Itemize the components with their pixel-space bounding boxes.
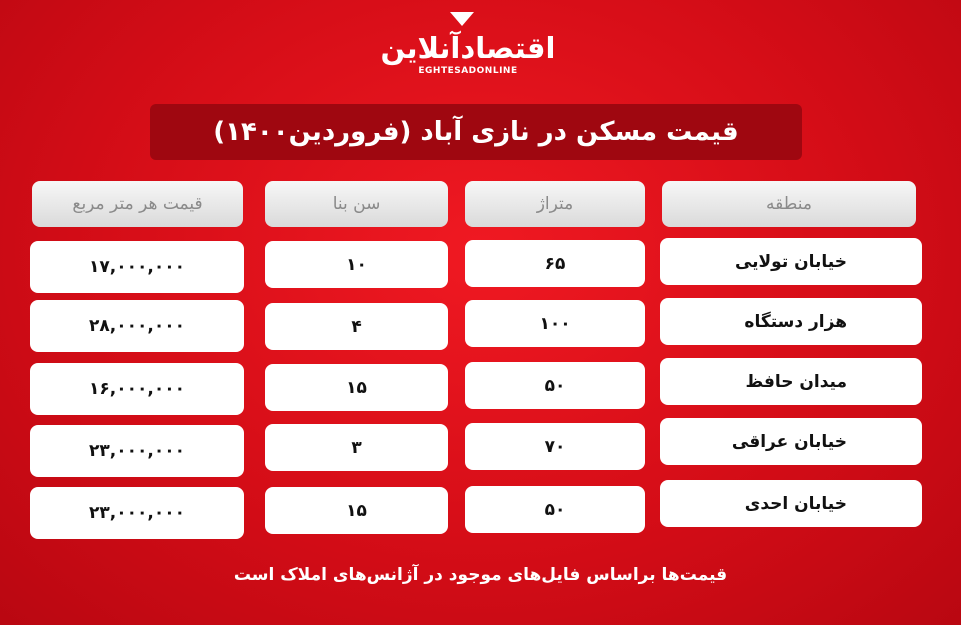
row-5-price: ۲۳,۰۰۰,۰۰۰ <box>30 487 244 539</box>
logo-english-text: EGHTESADONLINE <box>418 66 518 76</box>
header-area: متراژ <box>465 181 645 227</box>
header-region: منطقه <box>662 181 916 227</box>
row-3-region: میدان حافظ <box>660 358 922 405</box>
page-title: قیمت مسکن در نازی آباد (فروردین۱۴۰۰) <box>213 117 739 147</box>
logo-triangle-icon <box>450 12 474 26</box>
row-3-age: ۱۵ <box>265 364 448 411</box>
row-2-region: هزار دستگاه <box>660 298 922 345</box>
header-price: قیمت هر متر مربع <box>32 181 243 227</box>
row-2-age: ۴ <box>265 303 448 350</box>
row-1-price: ۱۷,۰۰۰,۰۰۰ <box>30 241 244 293</box>
row-3-price: ۱۶,۰۰۰,۰۰۰ <box>30 363 244 415</box>
row-1-area: ۶۵ <box>465 240 645 287</box>
row-4-region: خیابان عراقی <box>660 418 922 465</box>
row-4-price: ۲۳,۰۰۰,۰۰۰ <box>30 425 244 477</box>
row-1-age: ۱۰ <box>265 241 448 288</box>
row-1-region: خیابان تولایی <box>660 238 922 285</box>
logo-persian-text: اقتصادآنلاین <box>380 31 556 65</box>
title-banner <box>150 104 802 160</box>
row-2-price: ۲۸,۰۰۰,۰۰۰ <box>30 300 244 352</box>
row-5-area: ۵۰ <box>465 486 645 533</box>
row-5-age: ۱۵ <box>265 487 448 534</box>
row-4-area: ۷۰ <box>465 423 645 470</box>
row-3-area: ۵۰ <box>465 362 645 409</box>
row-2-area: ۱۰۰ <box>465 300 645 347</box>
footer-note: قیمت‌ها براساس فایل‌های موجود در آژانس‌های املاک است <box>233 565 728 585</box>
row-5-region: خیابان احدی <box>660 480 922 527</box>
brand-logo <box>378 14 558 78</box>
header-age: سن بنا <box>265 181 448 227</box>
row-4-age: ۳ <box>265 424 448 471</box>
